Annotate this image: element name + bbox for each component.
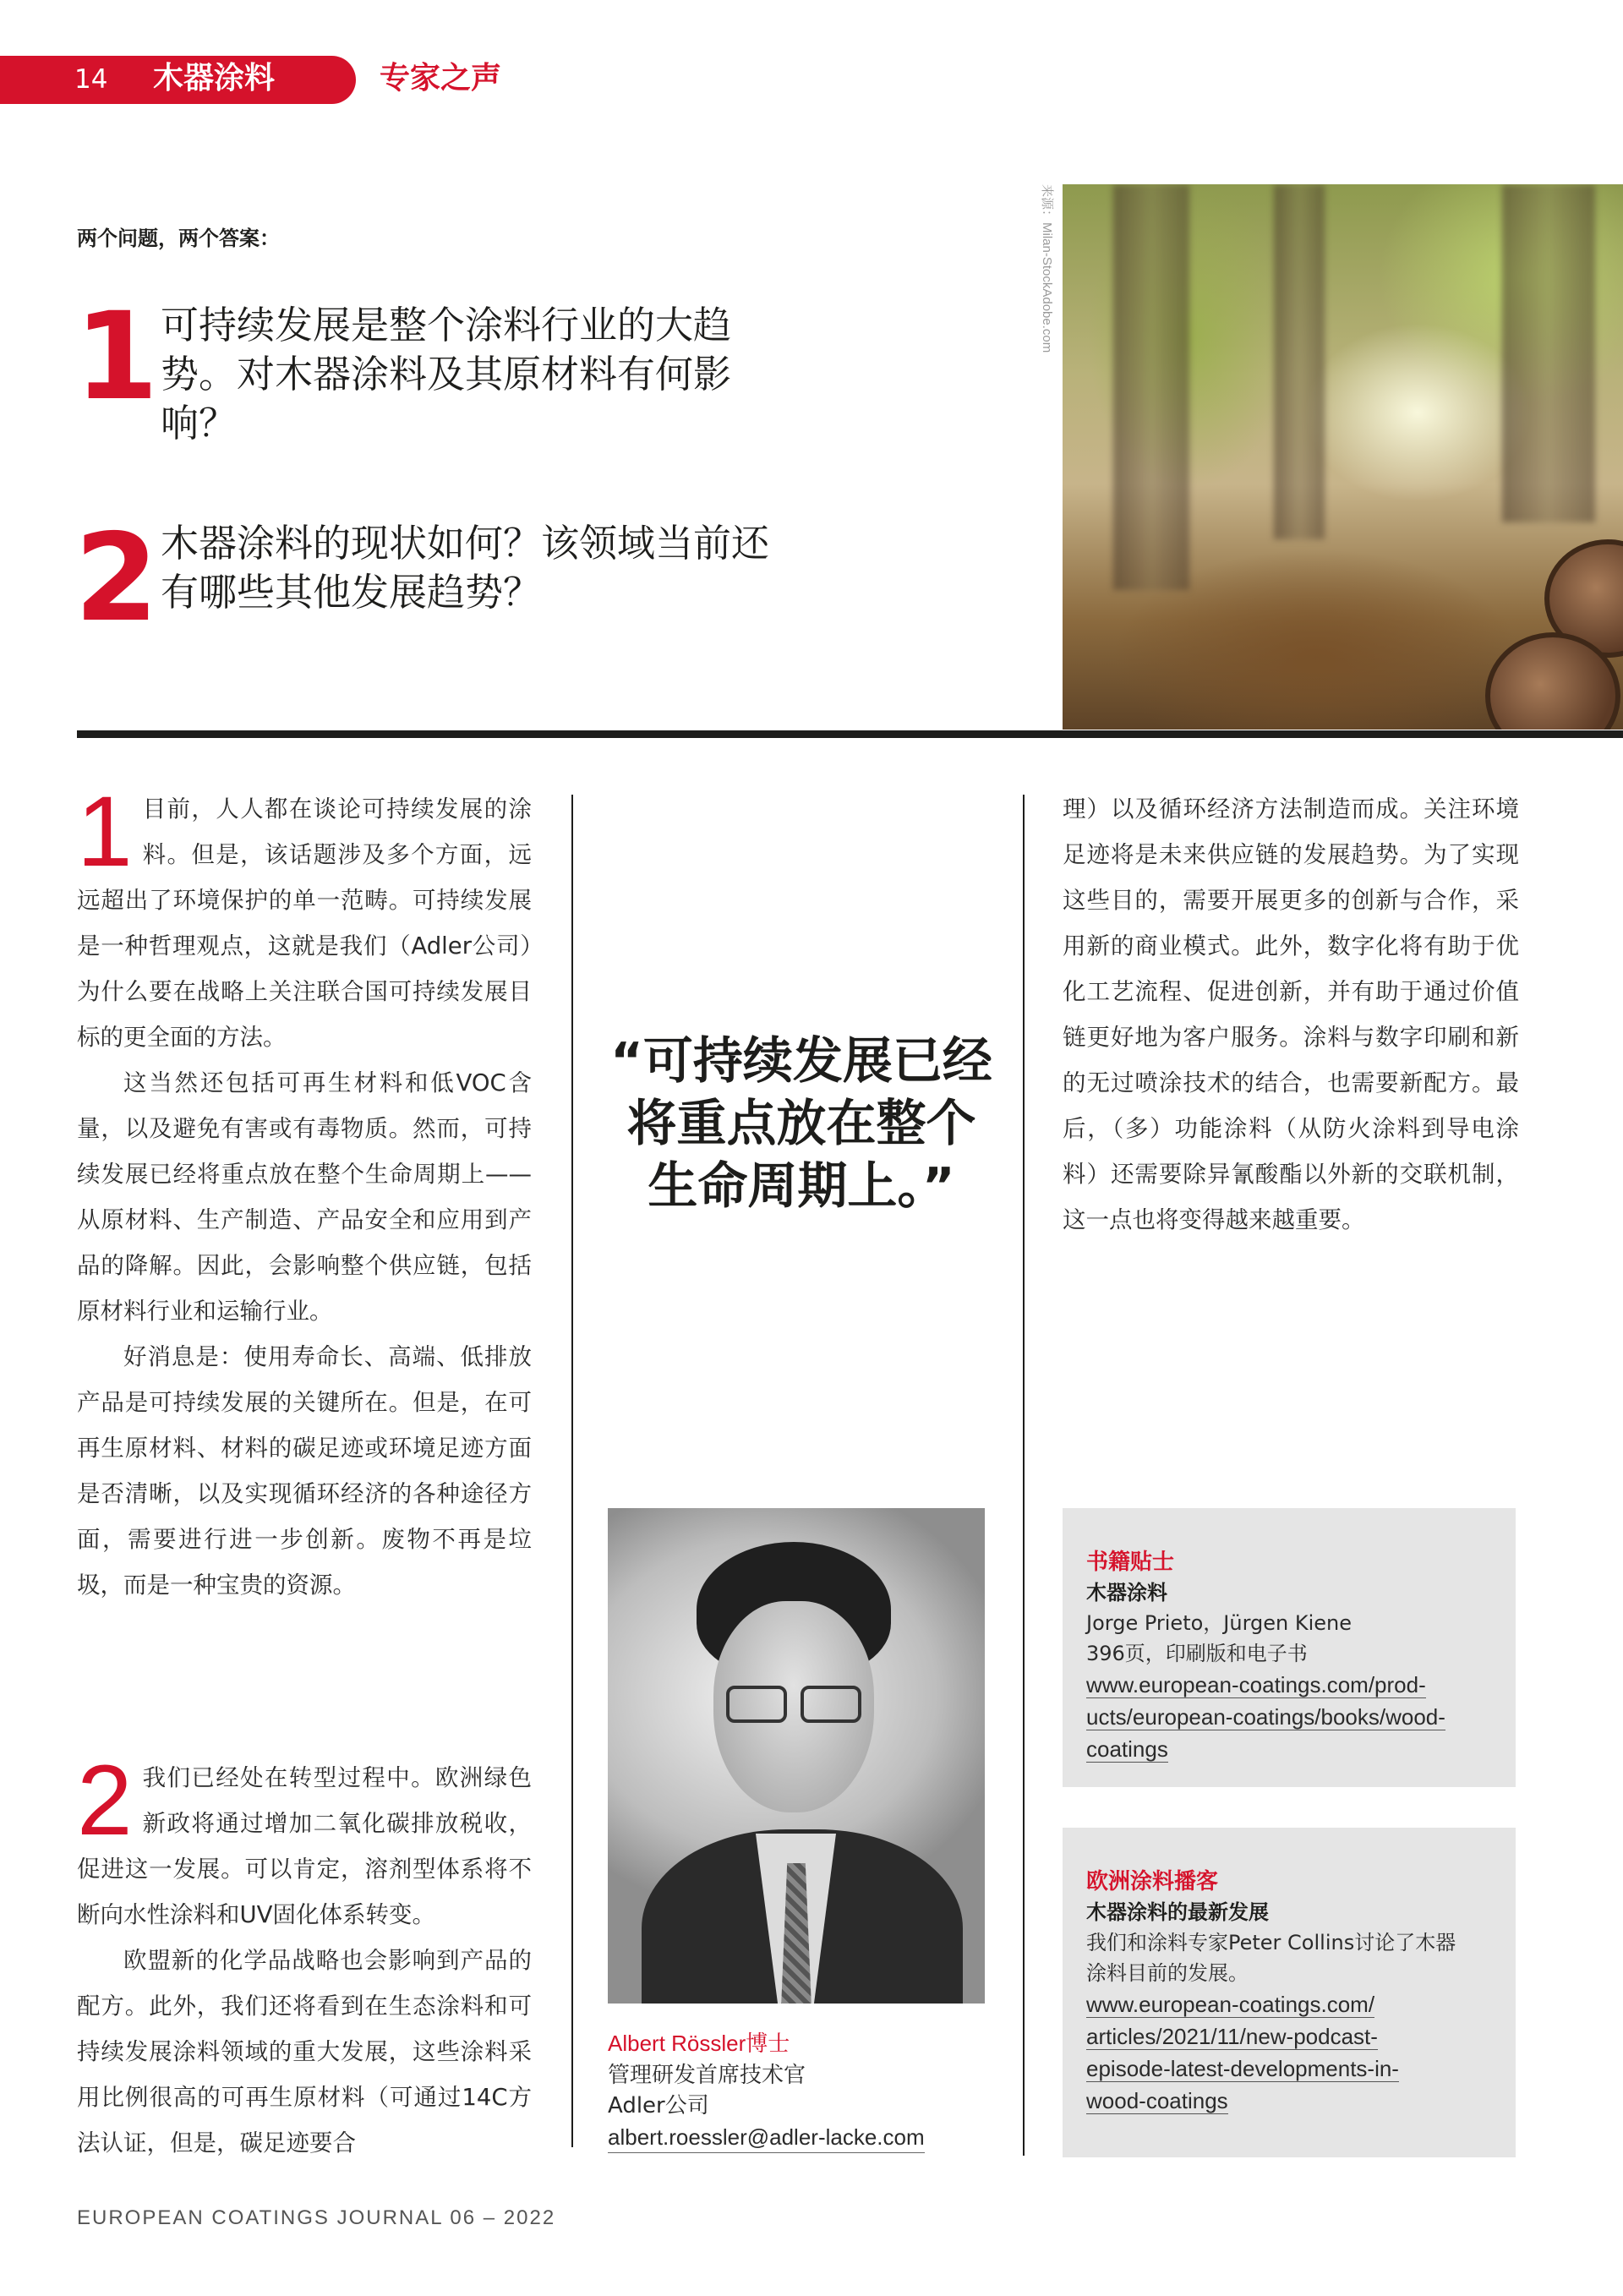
author-name: Albert Rössler博士 — [608, 2031, 790, 2056]
intro-label: 两个问题，两个答案： — [77, 227, 280, 250]
answer-2-paragraph: 欧盟新的化学品战略也会影响到产品的配方。此外，我们还将看到在生态涂料和可持续发展涂料领域的重大发展，这些涂料采用比例很高的可再生原材料（可通过14C方法认证，但是，碳足迹要合 — [77, 1947, 532, 2157]
question-2-text: 木器涂料的现状如何？该领域当前还有哪些其他发展趋势？ — [161, 521, 770, 615]
photo-credit: 来源：Milan-StockAdobe.com — [1040, 184, 1054, 353]
answer-2-continued — [1063, 786, 1519, 1243]
answer-1-paragraph: 好消息是：使用寿命长、高端、低排放产品是可持续发展的关键所在。但是，在可再生原材料、材料的碳足迹或环境足迹方面是否清晰，以及实现循环经济的各种途径方面，需要进行进一步创新。废物不再是垃圾，而是一种宝贵的资源。 — [77, 1343, 532, 1599]
podcast-title: 木器涂料的最新发展 — [1086, 1900, 1269, 1924]
book-details: 396页，印刷版和电子书 — [1086, 1642, 1308, 1665]
forest-photo — [1063, 184, 1623, 730]
journal-footer: EUROPEAN COATINGS JOURNAL 06 – 2022 — [77, 2206, 556, 2229]
page-number: 14 — [74, 64, 108, 95]
book-link[interactable]: www.european-coatings.com/prod- ucts/european-coatings/books/wood- coatings — [1086, 1672, 1445, 1762]
answer-1-paragraph: 这当然还包括可再生材料和低VOC含量，以及避免有害或有毒物质。然而，可持续发展已经将重点放在整个生命周期上——从原材料、生产制造、产品安全和应用到产品的降解。因此，会影响整个供应链，包括原材料行业和运输行业。 — [77, 1069, 532, 1325]
answer-2 — [77, 1745, 532, 2166]
podcast-box — [1063, 1828, 1516, 2157]
section-divider — [77, 730, 1623, 738]
podcast-description: 我们和涂料专家Peter Collins讨论了木器 — [1086, 1931, 1456, 1954]
answer-1 — [77, 776, 532, 1608]
book-tip-box — [1063, 1508, 1516, 1787]
question-1-number: 1 — [74, 286, 159, 427]
question-1-text: 可持续发展是整个涂料行业的大趋势。对木器涂料及其原材料有何影响？ — [161, 303, 732, 446]
author-email-link[interactable]: albert.roessler@adler-lacke.com — [608, 2122, 925, 2153]
answer-2-continued-paragraph: 理）以及循环经济方法制造而成。关注环境足迹将是未来供应链的发展趋势。为了实现这些目的，需要开展更多的创新与合作，采用新的商业模式。此外，数字化将有助于优化工艺流程、促进创新，并有助于通过价值链更好地为客户服务。涂料与数字印刷和新的无过喷涂技术的结合，也需要新配方。最后，（多）功能涂料（从防火涂料到导电涂料）还需要除异氰酸酯以外新的交联机制，这一点也将变得越来越重要。 — [1063, 795, 1519, 1233]
author-company: Adler公司 — [608, 2093, 709, 2118]
dropcap-1: 1 — [77, 776, 133, 888]
answer-1-paragraph: 目前，人人都在谈论可持续发展的涂料。但是，该话题涉及多个方面，远远超出了环境保护的单一范畴。可持续发展是一种哲理观点，这就是我们（Adler公司）为什么要在战略上关注联合国可持续发展目标的更全面的方法。 — [77, 795, 532, 1051]
author-portrait — [608, 1508, 985, 2004]
answer-2-paragraph: 我们已经处在转型过程中。欧洲绿色新政将通过增加二氧化碳排放税收，促进这一发展。可以肯定，溶剂型体系将不断向水性涂料和UV固化体系转变。 — [77, 1764, 532, 1928]
podcast-heading: 欧洲涂料播客 — [1086, 1869, 1219, 1894]
dropcap-2: 2 — [77, 1745, 133, 1856]
pull-quote: “可持续发展已经将重点放在整个生命周期上。” — [610, 1031, 992, 1215]
question-2-number: 2 — [74, 507, 159, 648]
author-title: 管理研发首席技术官 — [608, 2063, 806, 2088]
podcast-link[interactable]: www.european-coatings.com/ articles/2021/11/new-podcast- episode-latest-developments-in- wood-coatings — [1086, 1992, 1399, 2113]
book-authors: Jorge Prieto，Jürgen Kiene — [1086, 1611, 1352, 1635]
book-title: 木器涂料 — [1086, 1581, 1167, 1604]
glasses-icon — [726, 1686, 787, 1723]
column-rule — [571, 795, 573, 2147]
category-label: 专家之声 — [380, 61, 502, 96]
podcast-description: 涂料目前的发展。 — [1086, 1961, 1249, 1985]
column-rule — [1023, 795, 1025, 2156]
section-label: 木器涂料 — [153, 61, 276, 96]
book-tip-heading: 书籍贴士 — [1086, 1550, 1175, 1575]
